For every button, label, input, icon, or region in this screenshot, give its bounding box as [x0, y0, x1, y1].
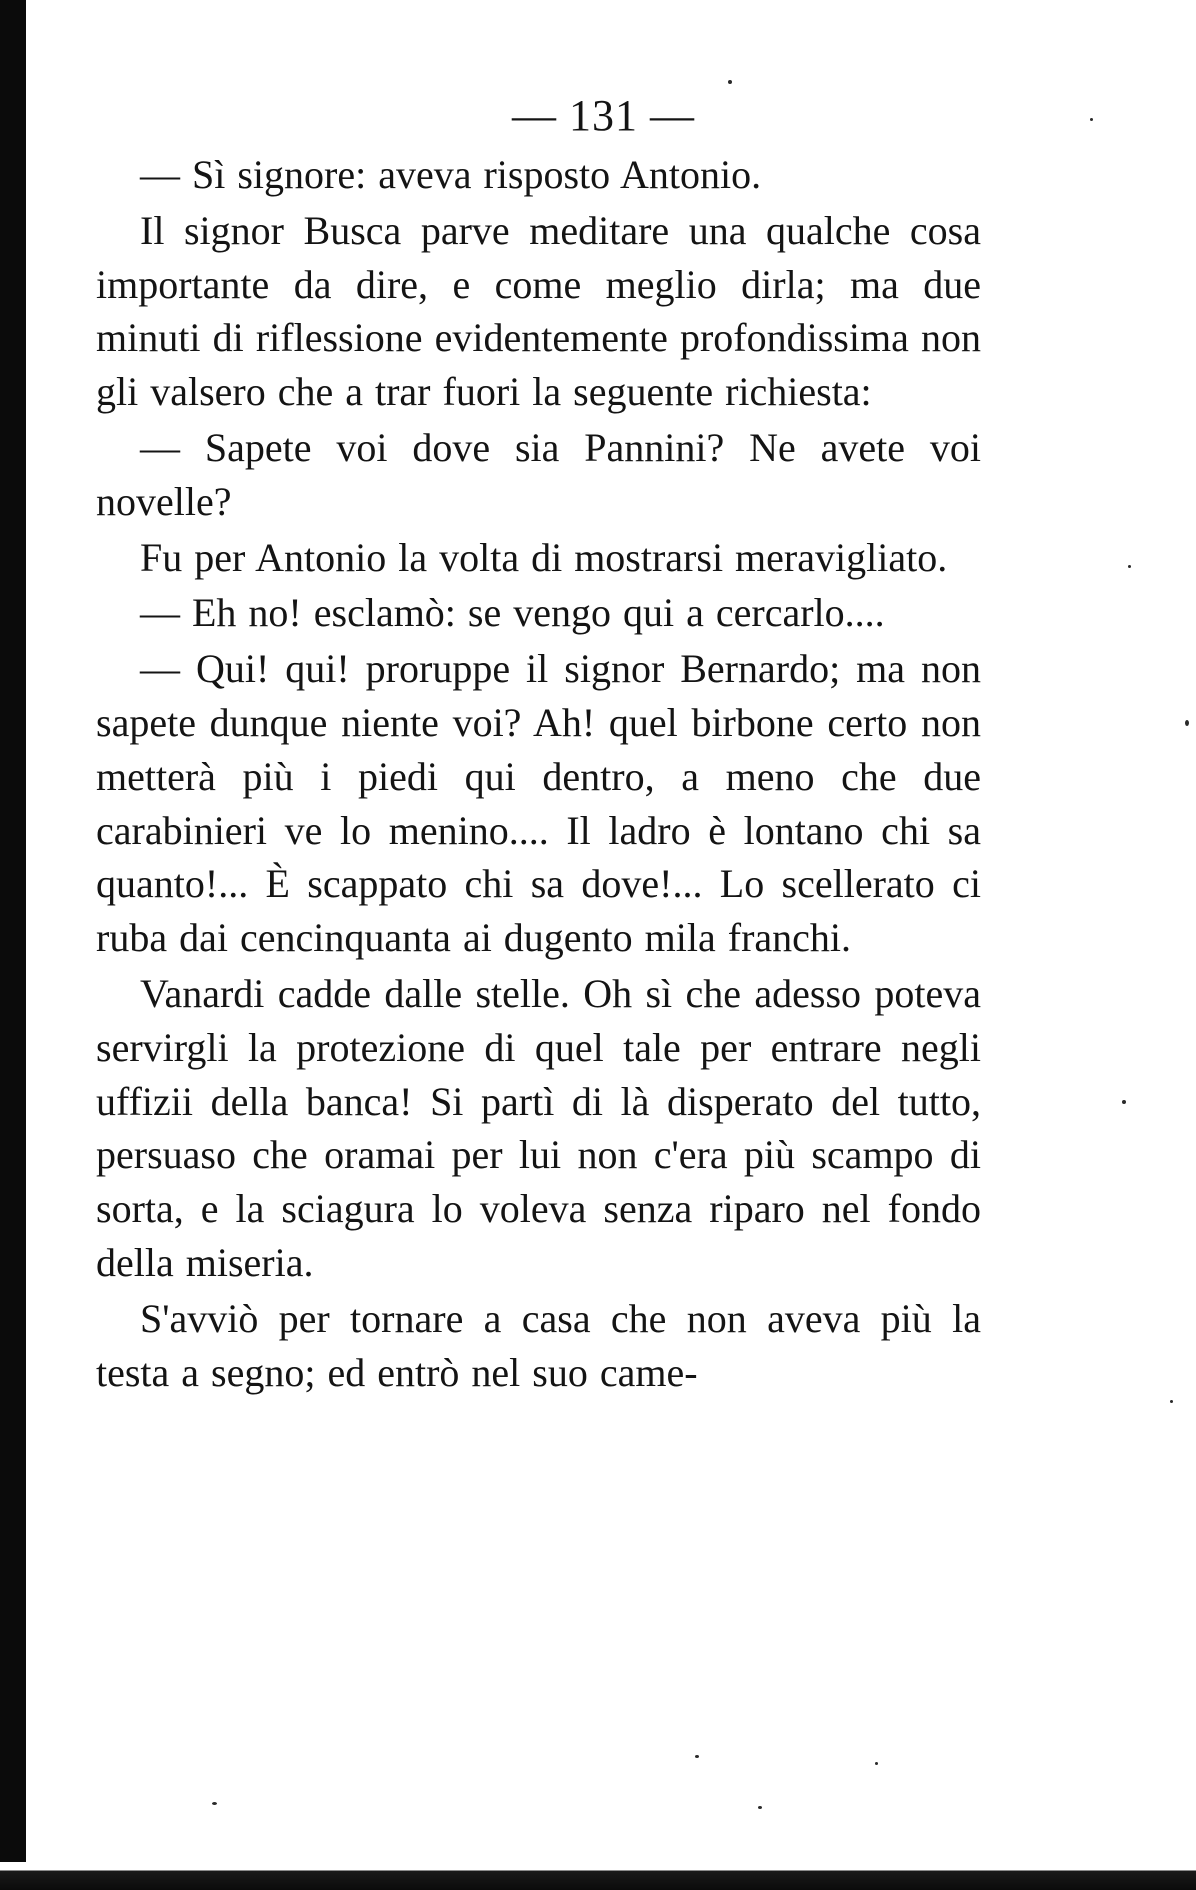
paragraph-3: — Sapete voi dove sia Pannini? Ne avete voi novelle?	[96, 424, 981, 524]
scan-speck	[728, 80, 732, 84]
scan-speck	[212, 1802, 217, 1805]
scan-speck	[1128, 565, 1131, 568]
paragraph-4: Fu per Antonio la volta di mostrarsi meravigliato.	[140, 534, 948, 580]
paragraph-5: — Eh no! esclamò: se vengo qui a cercarlo....	[140, 590, 885, 636]
scan-speck	[1170, 1400, 1173, 1403]
scan-speck	[875, 1762, 878, 1765]
page-bottom-edge	[0, 1862, 1196, 1890]
page-number: — 131 —	[512, 91, 695, 140]
paragraph-7: Vanardi cadde dalle stelle. Oh sì che adesso poteva servirgli la protezione di quel tale per entrare negli uffizii della banca! Si partì di là disperato del tutto, persuaso che oramai per lui non c'era più scampo di sorta, e la sciagura lo voleva senza riparo nel fondo della miseria.	[96, 970, 981, 1285]
paragraph-1: — Sì signore: aveva risposto Antonio.	[140, 152, 762, 197]
scan-speck	[758, 1806, 762, 1809]
paragraph-6: — Qui! qui! proruppe il signor Bernardo; ma non sapete dunque niente voi? Ah! quel birbone certo non metterà più i piedi qui dentro, a meno che due carabinieri ve lo menino.... Il ladro è lontano chi sa quanto!... È scappato chi sa dove!... Lo scellerato ci ruba dai cencinquanta ai dugento mila franchi.	[96, 646, 981, 961]
paragraph-2: Il signor Busca parve meditare una qualche cosa importante da dire, e come meglio dirla; ma due minuti di riflessione evidentemente profondissima non gli valsero che a trar fuori la seguente richiesta:	[96, 207, 981, 415]
book-page	[96, 90, 981, 1399]
paragraph-8: S'avviò per tornare a casa che non aveva più la testa a segno; ed entrò nel suo came-	[96, 1295, 981, 1395]
scan-speck	[1090, 118, 1093, 121]
scan-speck	[1122, 1100, 1126, 1104]
scan-speck	[1185, 720, 1189, 726]
book-spine-edge	[0, 0, 26, 1890]
scan-speck	[695, 1755, 699, 1758]
